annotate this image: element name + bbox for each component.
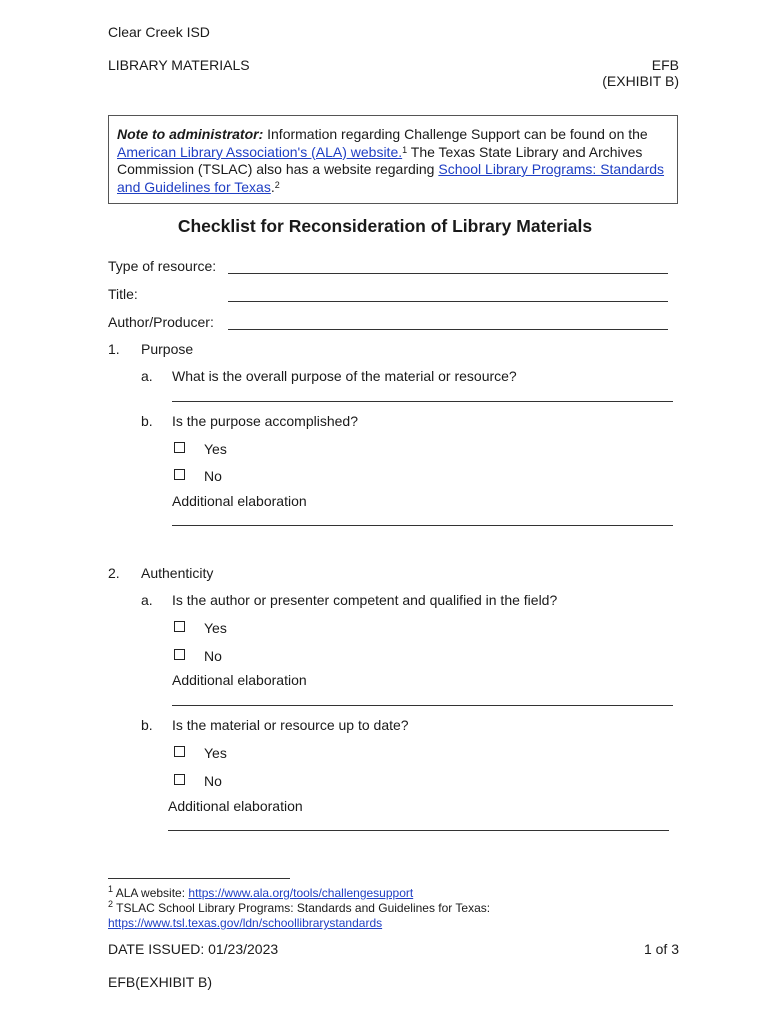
author-label: Author/Producer:	[108, 314, 214, 330]
elaboration-line[interactable]	[168, 830, 669, 831]
no-label: No	[204, 468, 222, 484]
yes-label: Yes	[204, 441, 227, 457]
ala-url-link[interactable]: https://www.ala.org/tools/challengesupport	[188, 886, 414, 900]
footer-code: EFB(EXHIBIT B)	[108, 974, 212, 990]
note-text-2: The Texas State Library and Archives	[407, 143, 643, 160]
administrator-note	[108, 115, 678, 204]
yes-label: Yes	[204, 745, 227, 761]
section-label: Authenticity	[141, 565, 214, 581]
note-text-3: Commission (TSLAC) also has a website regarding	[117, 161, 439, 177]
question-text: Is the author or presenter competent and qualified in the field?	[172, 592, 558, 608]
item-letter: a.	[141, 368, 153, 384]
answer-line[interactable]	[172, 401, 673, 402]
yes-checkbox[interactable]	[174, 442, 185, 453]
footnote-separator	[108, 878, 290, 879]
footnote-number: 2	[108, 899, 114, 909]
org-name: Clear Creek ISD	[108, 24, 210, 40]
note-text-1: Information regarding Challenge Support can be found on the	[263, 126, 648, 142]
author-field-line[interactable]	[228, 329, 668, 330]
question-text: What is the overall purpose of the material or resource?	[172, 368, 517, 384]
section-number: 2.	[108, 565, 120, 581]
footnote-2	[108, 901, 490, 915]
question-text: Is the material or resource up to date?	[172, 717, 409, 733]
section-name: LIBRARY MATERIALS	[108, 57, 250, 73]
elaboration-line[interactable]	[172, 705, 673, 706]
title-field-line[interactable]	[228, 301, 668, 302]
yes-checkbox[interactable]	[174, 621, 185, 632]
note-lead: Note to administrator:	[117, 126, 264, 142]
footnote-label: TSLAC School Library Programs: Standards and Guidelines for Texas:	[113, 901, 491, 915]
no-label: No	[204, 648, 222, 664]
question-text: Is the purpose accomplished?	[172, 413, 358, 429]
elaboration-label: Additional elaboration	[172, 493, 307, 509]
elaboration-line[interactable]	[172, 525, 673, 526]
item-letter: a.	[141, 592, 153, 608]
no-checkbox[interactable]	[174, 649, 185, 660]
tslac-url-link[interactable]: https://www.tsl.texas.gov/ldn/schoollibrarystandards	[108, 916, 383, 930]
exhibit-label: (EXHIBIT B)	[602, 73, 679, 89]
item-letter: b.	[141, 413, 153, 429]
footnote-ref-1: 1	[402, 144, 408, 155]
type-label: Type of resource:	[108, 258, 217, 274]
no-checkbox[interactable]	[174, 774, 185, 785]
tslac-link-part2[interactable]: and Guidelines for Texas	[117, 178, 271, 195]
title-label: Title:	[108, 286, 138, 302]
section-label: Purpose	[141, 341, 194, 357]
policy-code: EFB	[651, 57, 679, 73]
elaboration-label: Additional elaboration	[172, 672, 307, 688]
note-period: .	[270, 178, 275, 195]
page-title: Checklist for Reconsideration of Library Materials	[177, 216, 593, 236]
type-field-line[interactable]	[228, 273, 668, 274]
no-label: No	[204, 773, 222, 789]
tslac-link-part1[interactable]: School Library Programs: Standards	[438, 161, 665, 177]
footnote-label: ALA website:	[113, 886, 189, 900]
item-letter: b.	[141, 717, 153, 733]
ala-website-link[interactable]: American Library Association's (ALA) website.	[117, 143, 403, 160]
yes-checkbox[interactable]	[174, 746, 185, 757]
elaboration-label: Additional elaboration	[168, 798, 303, 814]
section-number: 1.	[108, 341, 120, 357]
date-issued: DATE ISSUED: 01/23/2023	[108, 941, 279, 957]
footnote-1	[108, 886, 413, 900]
page-number: 1 of 3	[643, 941, 679, 957]
yes-label: Yes	[204, 620, 227, 636]
footnote-number: 1	[108, 884, 114, 894]
footnote-ref-2: 2	[274, 179, 280, 190]
no-checkbox[interactable]	[174, 469, 185, 480]
